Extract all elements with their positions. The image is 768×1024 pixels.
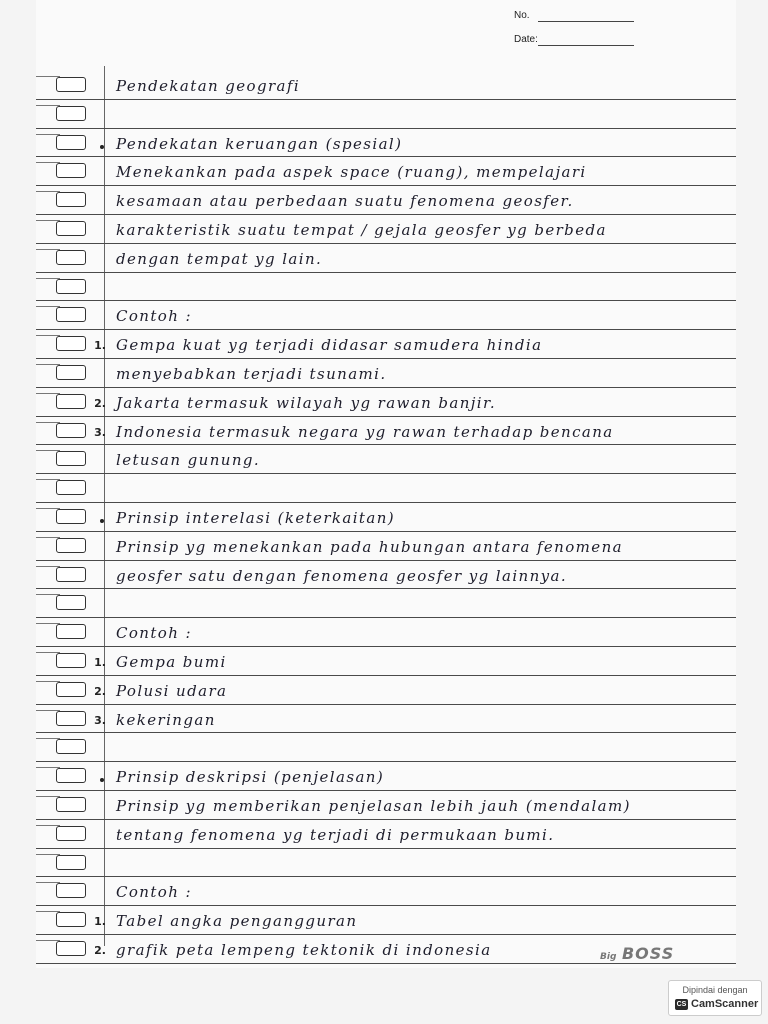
ruled-line xyxy=(36,99,736,100)
binding-ring-icon xyxy=(56,250,86,265)
note-line: Pendekatan keruangan (spesial) xyxy=(116,134,403,153)
ruled-line xyxy=(36,329,736,330)
list-number: 2. xyxy=(94,684,106,698)
note-line: Prinsip yg memberikan penjelasan lebih jauh (mendalam) xyxy=(116,797,631,815)
note-line: Contoh : xyxy=(116,307,192,326)
no-label: No. xyxy=(514,10,530,21)
ruled-line xyxy=(36,704,736,705)
ruled-line xyxy=(36,848,736,849)
ruled-line xyxy=(36,128,736,129)
ruled-line xyxy=(36,185,736,186)
note-line: dengan tempat yg lain. xyxy=(116,249,323,268)
scanner-app xyxy=(675,998,758,1010)
ruled-line xyxy=(36,905,736,906)
list-number: 1. xyxy=(94,656,106,669)
note-line: Contoh : xyxy=(116,624,192,643)
note-line: Contoh : xyxy=(116,883,192,902)
binding-ring-icon xyxy=(56,365,86,380)
ruled-line xyxy=(36,387,736,388)
ruled-line xyxy=(36,646,736,647)
binding-ring-icon xyxy=(56,912,86,927)
brand-logo xyxy=(600,944,674,963)
ruled-line xyxy=(36,588,736,589)
ruled-line xyxy=(36,531,736,532)
notebook-page xyxy=(36,0,736,968)
note-line: menyebabkan terjadi tsunami. xyxy=(116,365,387,383)
date-line xyxy=(538,45,634,46)
binding-ring-icon xyxy=(56,855,86,870)
binding-ring-icon xyxy=(56,509,86,524)
ruled-line xyxy=(36,617,736,618)
binding-ring-icon xyxy=(56,336,86,351)
binding-ring-icon xyxy=(56,307,86,322)
brand-name: BOSS xyxy=(621,944,675,963)
binding-ring-icon xyxy=(56,538,86,553)
ruled-line xyxy=(36,819,736,820)
binding-ring-icon xyxy=(56,682,86,697)
binding-ring-icon xyxy=(56,595,86,610)
binding-ring-icon xyxy=(56,106,86,121)
note-line: letusan gunung. xyxy=(116,451,261,470)
binding-tick xyxy=(36,278,60,279)
note-line: Tabel angka pengangguran xyxy=(116,912,358,931)
ruled-line xyxy=(36,214,736,215)
note-line: grafik peta lempeng tektonik di indonesia xyxy=(116,941,492,959)
note-line: Prinsip deskripsi (penjelasan) xyxy=(116,768,385,787)
binding-ring-icon xyxy=(56,451,86,466)
note-line: Pendekatan geografi xyxy=(116,77,301,95)
scanner-caption: Dipindai dengan xyxy=(682,985,748,995)
binding-ring-icon xyxy=(56,797,86,812)
ruled-line xyxy=(36,761,736,762)
ruled-line xyxy=(36,934,736,935)
binding-ring-icon xyxy=(56,423,86,438)
ruled-line xyxy=(36,732,736,733)
note-line: Jakarta termasuk wilayah yg rawan banjir. xyxy=(116,393,497,412)
note-line: tentang fenomena yg terjadi di permukaan bumi. xyxy=(116,825,555,844)
ruled-line xyxy=(36,560,736,561)
note-line: Indonesia termasuk negara yg rawan terhadap bencana xyxy=(116,422,614,441)
binding-tick xyxy=(36,422,60,423)
no-field xyxy=(514,10,530,21)
binding-tick xyxy=(36,710,60,711)
binding-tick xyxy=(36,854,60,855)
ruled-line xyxy=(36,243,736,244)
note-line: karakteristik suatu tempat / gejala geosfer yg berbeda xyxy=(116,221,607,239)
list-number: 1. xyxy=(94,339,106,353)
binding-ring-icon xyxy=(56,711,86,726)
brand-prefix: Big xyxy=(600,952,617,962)
ruled-line xyxy=(36,675,736,676)
note-line: Menekankan pada aspek space (ruang), mempelajari xyxy=(116,163,587,182)
list-number: 2. xyxy=(94,396,106,410)
binding-ring-icon xyxy=(56,883,86,898)
binding-ring-icon xyxy=(56,739,86,754)
binding-ring-icon xyxy=(56,221,86,236)
camscanner-watermark xyxy=(668,980,762,1016)
binding-ring-icon xyxy=(56,394,86,409)
binding-ring-icon xyxy=(56,941,86,956)
binding-ring-icon xyxy=(56,624,86,639)
ruled-line xyxy=(36,300,736,301)
list-number: 2. xyxy=(94,944,106,957)
binding-ring-icon xyxy=(56,768,86,783)
bullet-icon xyxy=(100,145,104,149)
ruled-line xyxy=(36,473,736,474)
ruled-line xyxy=(36,416,736,417)
note-line: kekeringan xyxy=(116,710,216,729)
ruled-line xyxy=(36,502,736,503)
date-label: Date: xyxy=(514,34,538,45)
binding-tick xyxy=(36,134,60,135)
date-field xyxy=(514,34,538,45)
note-line: Polusi udara xyxy=(116,681,228,700)
binding-ring-icon xyxy=(56,653,86,668)
list-number: 1. xyxy=(94,915,106,929)
note-line: geosfer satu dengan fenomena geosfer yg lainnya. xyxy=(116,566,568,585)
bullet-icon xyxy=(100,519,104,523)
ruled-line xyxy=(36,156,736,157)
list-number: 3. xyxy=(94,713,106,727)
camscanner-icon: CS xyxy=(676,1000,687,1008)
note-line: Prinsip interelasi (keterkaitan) xyxy=(116,509,396,527)
ruled-line xyxy=(36,272,736,273)
binding-ring-icon xyxy=(56,480,86,495)
ruled-line xyxy=(36,790,736,791)
binding-ring-icon xyxy=(56,77,86,92)
binding-tick xyxy=(36,566,60,567)
no-line xyxy=(538,21,634,22)
margin-line xyxy=(104,66,105,946)
binding-ring-icon xyxy=(56,135,86,150)
ruled-line xyxy=(36,444,736,445)
binding-ring-icon xyxy=(56,192,86,207)
binding-ring-icon xyxy=(56,567,86,582)
note-line: Prinsip yg menekankan pada hubungan antara fenomena xyxy=(116,537,623,556)
binding-ring-icon xyxy=(56,163,86,178)
note-line: kesamaan atau perbedaan suatu fenomena geosfer. xyxy=(116,192,574,211)
binding-ring-icon xyxy=(56,279,86,294)
scanner-app-name: CamScanner xyxy=(691,998,759,1010)
binding-ring-icon xyxy=(56,826,86,841)
list-number: 3. xyxy=(94,425,106,439)
note-line: Gempa bumi xyxy=(116,653,227,671)
ruled-line xyxy=(36,358,736,359)
note-line: Gempa kuat yg terjadi didasar samudera hindia xyxy=(116,336,543,355)
ruled-line xyxy=(36,876,736,877)
